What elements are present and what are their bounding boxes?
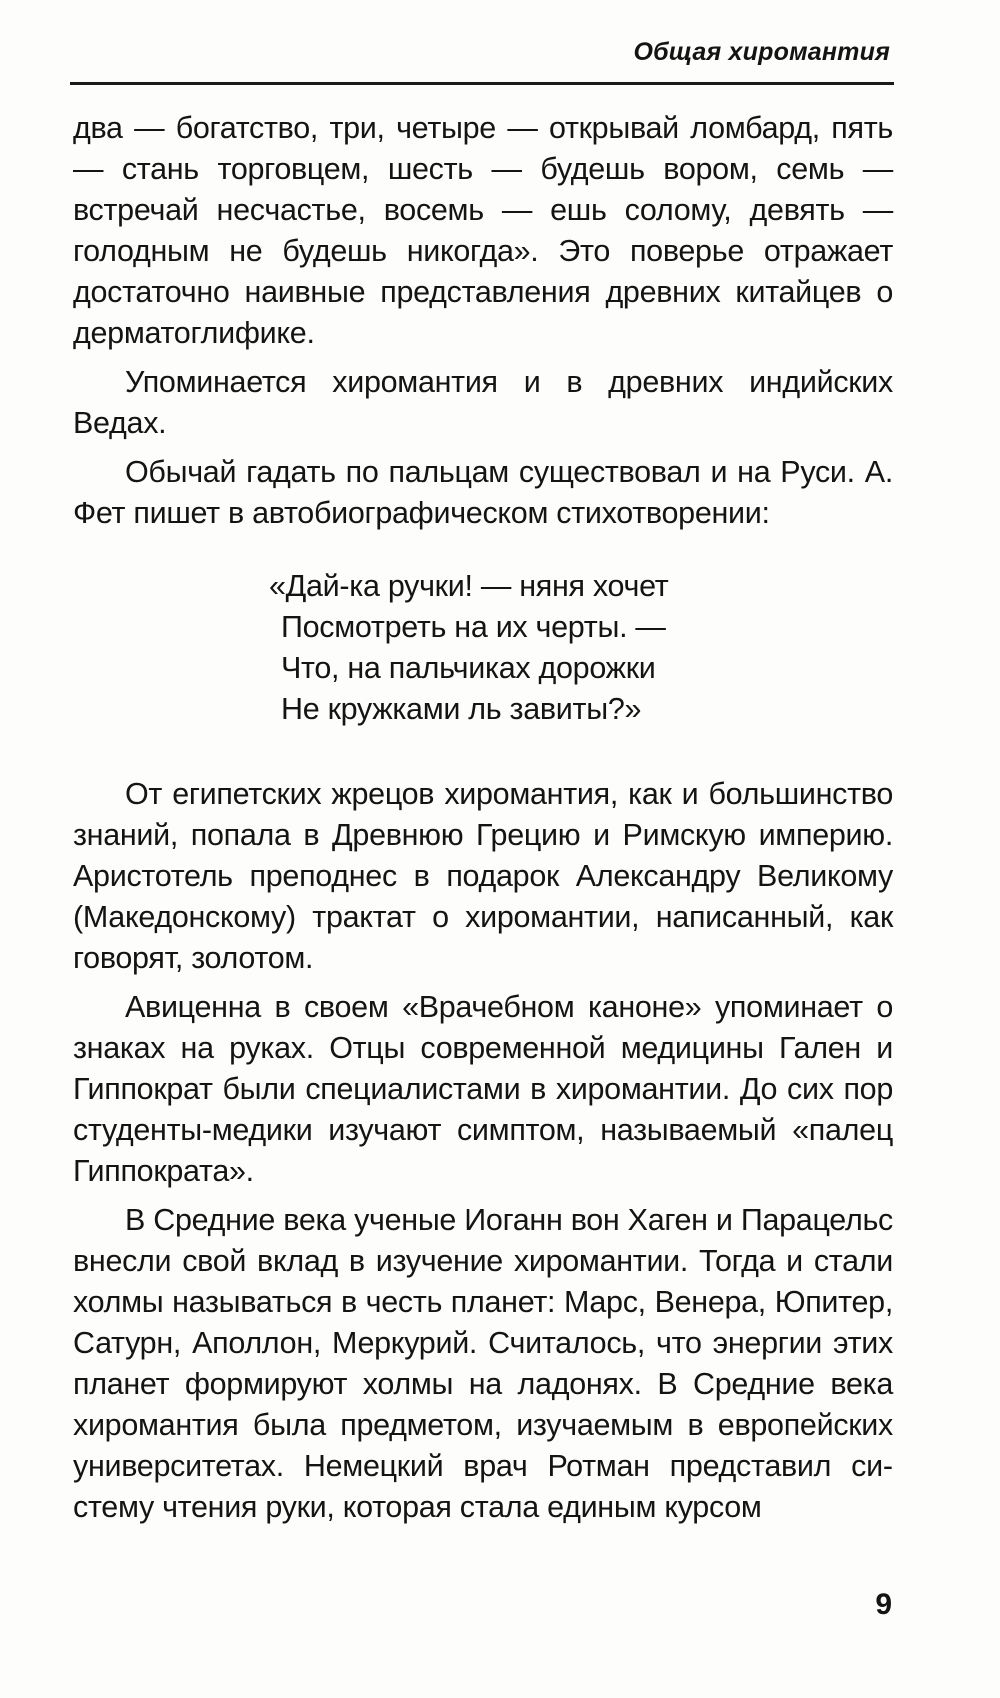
paragraph: Авиценна в своем «Врачебном каноне» упоминает о знаках на руках. Отцы современной медицины Гален и Гиппократ были специалистами в хиромантии. До сих пор студенты-медики изучают симптом, называемый «палец Гиппократа». [73,990,893,1188]
page-number: 9 [875,1588,892,1621]
paragraph: Упоминается хиромантия и в древних индийских Ведах. [73,365,893,440]
poem-quote [269,566,893,730]
paragraph: два — богатство, три, четыре — открывай ломбард, пять — стань торговцем, шесть — будешь вором, семь — встречай несчастье, восемь — ешь солому, девять — голодным не будешь никогда». Это поверье отражает достаточно наивные представления древних китайцев о дерматоглифике. [73,111,893,350]
running-title: Общая хиромантия [633,38,890,66]
paragraph: Обычай гадать по пальцам существовал и на Руси. А. Фет пишет в автобиографическом стихотворении: [73,455,893,530]
verse-line: Посмотреть на их черты. — [281,610,666,644]
verse-line: Не кружками ль завиты?» [281,692,642,726]
verse-line: «Дай-ка ручки! — няня хочет [269,569,669,603]
header-rule [70,82,894,85]
page-body [73,108,893,1536]
paragraph: От египетских жрецов хиромантия, как и большинство знаний, попала в Древнюю Грецию и Римскую империю. Аристотель преподнес в подарок Александру Великому (Македонскому) трактат о хиромантии, написанный, как говорят, золотом. [73,777,893,975]
paragraph: В Средние века ученые Иоганн вон Хаген и Парацельс внесли свой вклад в изучение хиромантии. Тогда и стали холмы называться в честь планет: Марс, Венера, Юпитер, Сатурн, Аполлон, Меркурий. Считалось, что энергии этих планет формируют холмы на ладонях. В Средние века хиромантия была предметом, изучаемым в европейских университетах. Немецкий врач Ротман представил систему чтения руки, которая стала единым курсом [73,1203,893,1524]
verse-line: Что, на пальчиках дорожки [281,651,656,685]
